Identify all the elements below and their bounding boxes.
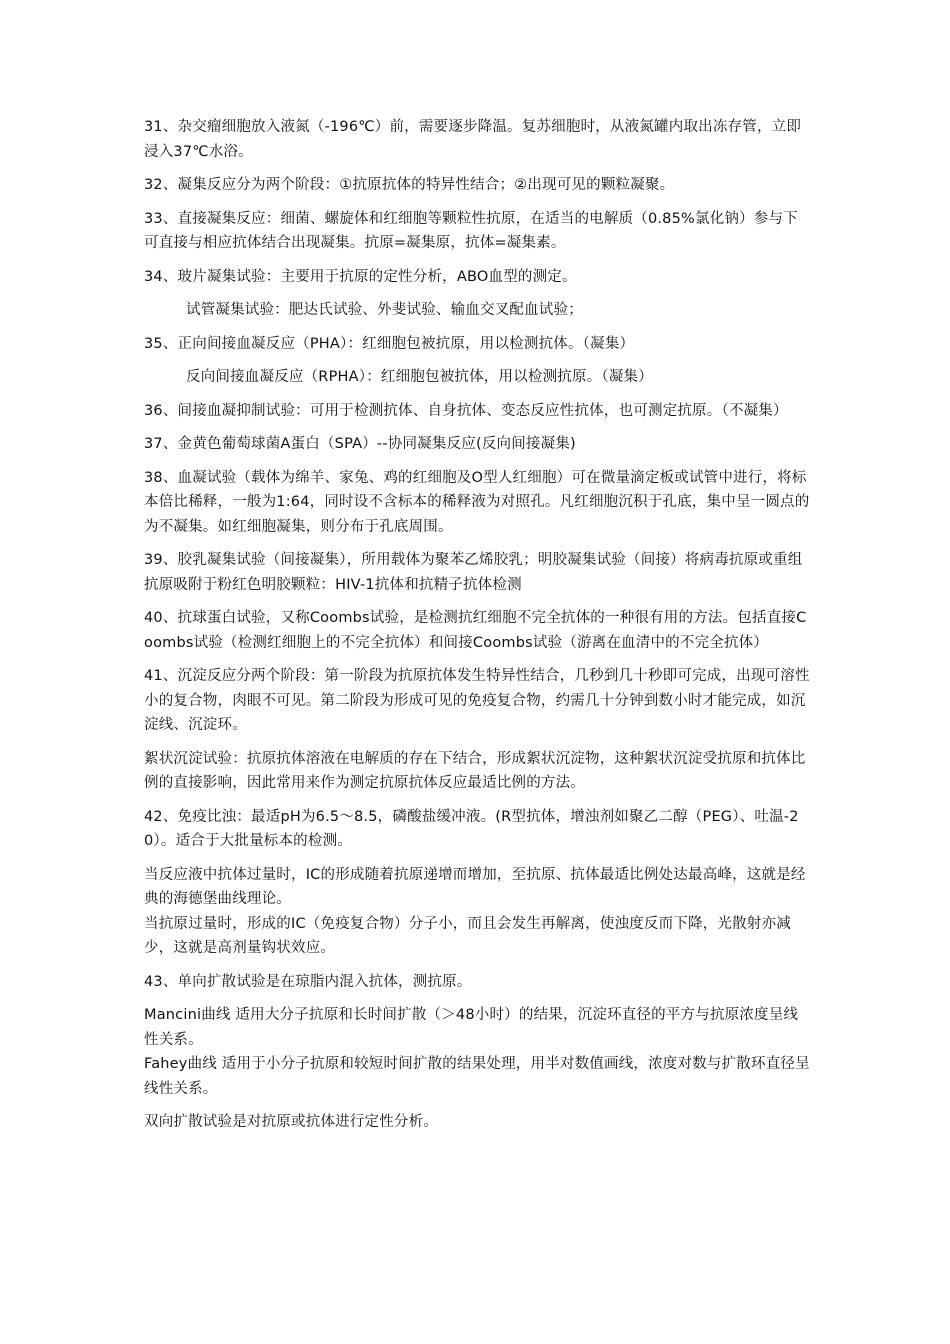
paragraph-31: 31、杂交瘤细胞放入液氮（-196℃）前，需要逐步降温。复苏细胞时，从液氮罐内取出冻存管，立即浸入37℃水浴。 — [144, 119, 802, 160]
document-body — [144, 115, 812, 1144]
paragraph-37: 37、金黄色葡萄球菌A蛋白（SPA）--协同凝集反应(反向间接凝集) — [144, 436, 576, 452]
paragraph-38: 38、血凝试验（载体为绵羊、家兔、鸡的红细胞及O型人红细胞）可在微量滴定板或试管中进行，将标本倍比稀释，一般为1:64，同时设不含标本的稀释液为对照孔。凡红细胞沉积于孔底，集中呈一圆点的为不凝集。如红细胞凝集，则分布于孔底周围。 — [144, 469, 810, 535]
paragraph-43-double-diffusion: 双向扩散试验是对抗原或抗体进行定性分析。 — [144, 1114, 438, 1130]
paragraph-34: 34、玻片凝集试验：主要用于抗原的定性分析，ABO血型的测定。 — [144, 268, 577, 285]
paragraph-36: 36、间接血凝抑制试验：可用于检测抗体、自身抗体、变态反应性抗体，也可测定抗原。（不凝集） — [144, 402, 788, 419]
paragraph-32: 32、凝集反应分为两个阶段：①抗原抗体的特异性结合；②出现可见的颗粒凝聚。 — [144, 177, 675, 193]
paragraph-39: 39、胶乳凝集试验（间接凝集），所用载体为聚苯乙烯胶乳；明胶凝集试验（间接）将病毒抗原或重组抗原吸附于粉红色明胶颗粒：HIV-1抗体和抗精子抗体检测 — [144, 552, 803, 593]
paragraph-43: 43、单向扩散试验是在琼脂内混入抗体，测抗原。 — [144, 973, 472, 990]
paragraph-33: 33、直接凝集反应：细菌、螺旋体和红细胞等颗粒性抗原，在适当的电解质（0.85%氯化钠）参与下可直接与相应抗体结合出现凝集。抗原=凝集原，抗体=凝集素。 — [144, 210, 798, 251]
paragraph-42-heidelberger: 当反应液中抗体过量时，IC的形成随着抗原递增而增加，至抗原、抗体最适比例处达最高峰，这就是经典的海德堡曲线理论。 — [144, 866, 806, 907]
paragraph-42: 42、免疫比浊：最适pH为6.5～8.5，磷酸盐缓冲液。(R型抗体，增浊剂如聚乙二醇（PEG）、吐温-20）。适合于大批量标本的检测。 — [144, 808, 799, 849]
paragraph-40: 40、抗球蛋白试验，又称Coombs试验，是检测抗红细胞不完全抗体的一种很有用的方法。包括直接Coombs试验（检测红细胞上的不完全抗体）和间接Coombs试验（游离在血清中的不完全抗体） — [144, 610, 807, 651]
paragraph-43-mancini: Mancini曲线 适用大分子抗原和长时间扩散（＞48小时）的结果，沉淀环直径的平方与抗原浓度呈线性关系。 — [144, 1007, 799, 1048]
paragraph-35-reverse-hemagglutination: 反向间接血凝反应（RPHA）：红细胞包被抗体，用以检测抗原。（凝集） — [186, 369, 653, 385]
paragraph-34-tube-agglutination: 试管凝集试验：肥达氏试验、外斐试验、输血交叉配血试验； — [186, 302, 583, 318]
paragraph-42-hook-effect: 当抗原过量时，形成的IC（免疫复合物）分子小，而且会发生再解离，使浊度反而下降，光散射亦减少，这就是高剂量钩状效应。 — [144, 915, 791, 956]
paragraph-43-fahey: Fahey曲线 适用于小分子抗原和较短时间扩散的结果处理，用半对数值画线，浓度对数与扩散环直径呈线性关系。 — [144, 1056, 810, 1097]
paragraph-41-flocculation: 絮状沉淀试验：抗原抗体溶液在电解质的存在下结合，形成絮状沉淀物，这种絮状沉淀受抗原和抗体比例的直接影响，因此常用来作为测定抗原抗体反应最适比例的方法。 — [144, 750, 806, 791]
paragraph-41: 41、沉淀反应分两个阶段：第一阶段为抗原抗体发生特异性结合，几秒到几十秒即可完成，出现可溶性小的复合物，肉眼不可见。第二阶段为形成可见的免疫复合物，约需几十分钟到数小时才能完成，如沉淀线、沉淀环。 — [144, 668, 810, 733]
paragraph-35: 35、正向间接血凝反应（PHA）：红细胞包被抗原，用以检测抗体。（凝集） — [144, 335, 635, 352]
